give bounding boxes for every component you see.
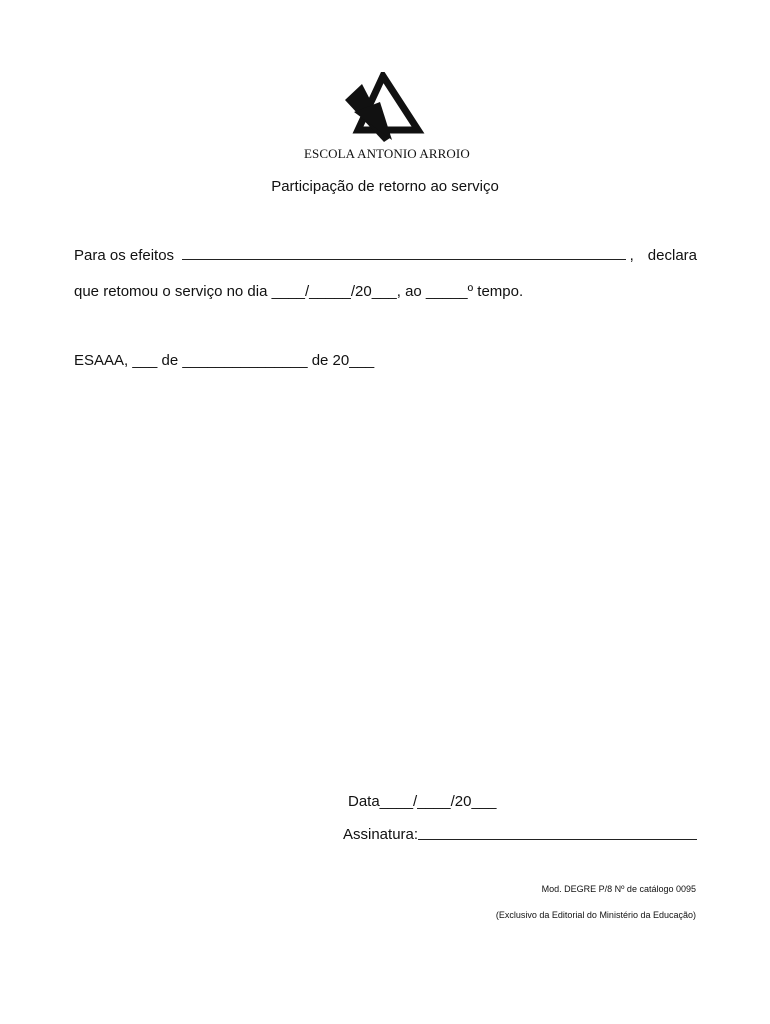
effects-blank[interactable] [182, 258, 626, 260]
signature-label: Assinatura: [343, 826, 419, 843]
exclusive-note: (Exclusivo da Editorial do Ministério da Educação) [495, 910, 696, 920]
triangle-logo-icon [340, 72, 426, 146]
model-reference: Mod. DEGRE P/8 Nº de catálogo 0095 [541, 884, 696, 894]
effects-comma: , [629, 247, 634, 264]
school-name: ESCOLA ANTONIO ARROIO [304, 146, 470, 161]
declara-label: declara [647, 247, 697, 264]
document-title: Participação de retorno ao serviço [271, 178, 499, 195]
signature-date: Data____/____/20___ [348, 793, 497, 810]
signature-blank[interactable] [418, 839, 697, 840]
form-line-place-date: ESAAA, ___ de _______________ de 20___ [74, 352, 375, 369]
signature-line [343, 826, 697, 843]
effects-label: Para os efeitos [74, 247, 175, 264]
form-line-return-date: que retomou o serviço no dia ____/_____/20___, ao _____º tempo. [74, 283, 524, 300]
form-line-effects [74, 247, 697, 264]
